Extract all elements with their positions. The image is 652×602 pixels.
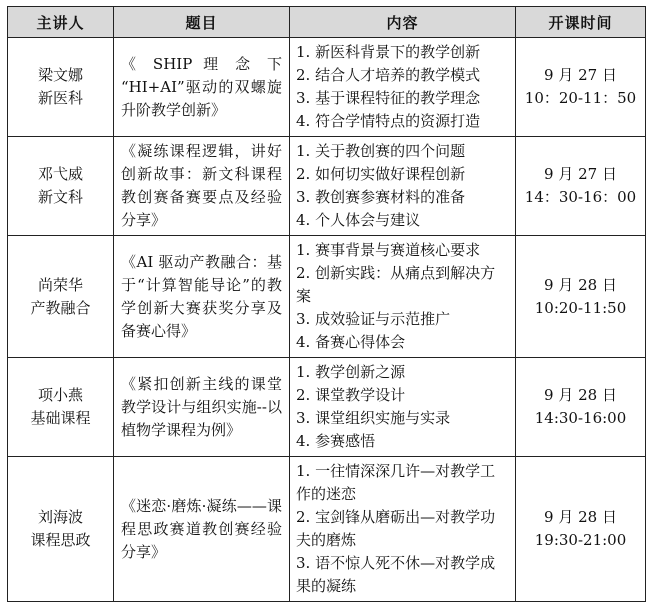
content-item: 3. 课堂组织实施与实录 bbox=[296, 409, 451, 427]
speaker-name: 刘海波 bbox=[37, 508, 83, 526]
topic-cell: 《紧扣创新主线的课堂教学设计与组织实施--以植物学课程为例》 bbox=[114, 358, 290, 457]
content-item: 2. 宝剑锋从磨砺出—对教学功夫的磨炼 bbox=[296, 508, 496, 549]
time-range: 14:30-16:00 bbox=[534, 409, 627, 427]
date: 9 月 28 日 bbox=[544, 386, 617, 404]
header-time: 开课时间 bbox=[516, 7, 646, 38]
content-item: 1. 一往情深深几许—对教学工作的迷恋 bbox=[296, 462, 496, 503]
content-item: 4. 个人体会与建议 bbox=[296, 211, 421, 229]
content-item: 3. 语不惊人死不休—对教学成果的凝练 bbox=[296, 554, 496, 595]
content-item: 3. 基于课程特征的教学理念 bbox=[296, 89, 481, 107]
time-cell bbox=[516, 457, 646, 602]
table-row bbox=[8, 358, 646, 457]
content-item: 4. 备赛心得体会 bbox=[296, 333, 406, 351]
table-row bbox=[8, 457, 646, 602]
time-range: 10:20-11:50 bbox=[534, 298, 627, 317]
speaker-field: 新文科 bbox=[37, 188, 83, 206]
speaker-cell bbox=[8, 358, 114, 457]
content-cell bbox=[290, 457, 516, 602]
date: 9 月 27 日 bbox=[544, 165, 617, 183]
content-item: 1. 赛事背景与赛道核心要求 bbox=[296, 241, 481, 259]
speaker-cell bbox=[8, 457, 114, 602]
speaker-cell bbox=[8, 137, 114, 236]
topic-cell: 《AI 驱动产教融合：基于“计算智能导论”的教学创新大赛获奖分享及备赛心得》 bbox=[114, 236, 290, 358]
table-row bbox=[8, 38, 646, 137]
time-cell bbox=[516, 137, 646, 236]
speaker-name: 邓弋威 bbox=[37, 165, 83, 183]
schedule-table bbox=[7, 6, 646, 602]
header-speaker: 主讲人 bbox=[8, 7, 114, 38]
content-item: 1. 关于教创赛的四个问题 bbox=[296, 142, 466, 160]
time-range: 10：20-11：50 bbox=[524, 89, 637, 107]
content-item: 2. 创新实践：从痛点到解决方案 bbox=[296, 264, 496, 305]
date: 9 月 27 日 bbox=[544, 66, 617, 84]
header-content: 内容 bbox=[290, 7, 516, 38]
time-range: 14：30-16：00 bbox=[524, 188, 637, 206]
content-item: 1. 教学创新之源 bbox=[296, 363, 406, 381]
time-range: 19:30-21:00 bbox=[534, 531, 627, 549]
content-item: 4. 符合学情特点的资源打造 bbox=[296, 112, 481, 130]
speaker-name: 梁文娜 bbox=[37, 66, 83, 84]
date: 9 月 28 日 bbox=[544, 275, 617, 294]
speaker-cell bbox=[8, 38, 114, 137]
time-cell bbox=[516, 236, 646, 358]
time-cell bbox=[516, 358, 646, 457]
content-item: 3. 教创赛参赛材料的准备 bbox=[296, 188, 466, 206]
speaker-cell bbox=[8, 236, 114, 358]
content-item: 2. 课堂教学设计 bbox=[296, 386, 406, 404]
table-row bbox=[8, 137, 646, 236]
date: 9 月 28 日 bbox=[544, 508, 617, 526]
speaker-field: 基础课程 bbox=[30, 409, 91, 427]
topic-cell: 《凝练课程逻辑，讲好创新故事：新文科课程教创赛备赛要点及经验分享》 bbox=[114, 137, 290, 236]
speaker-field: 课程思政 bbox=[30, 531, 91, 549]
speaker-name: 项小燕 bbox=[37, 386, 83, 404]
content-cell bbox=[290, 358, 516, 457]
content-item: 2. 结合人才培养的教学模式 bbox=[296, 66, 481, 84]
content-cell bbox=[290, 137, 516, 236]
content-item: 2. 如何切实做好课程创新 bbox=[296, 165, 466, 183]
header-row bbox=[8, 7, 646, 38]
speaker-field: 新医科 bbox=[37, 89, 83, 107]
content-cell bbox=[290, 236, 516, 358]
content-item: 4. 参赛感悟 bbox=[296, 432, 376, 450]
speaker-name: 尚荣华 bbox=[37, 275, 83, 294]
content-item: 3. 成效验证与示范推广 bbox=[296, 310, 451, 328]
content-cell bbox=[290, 38, 516, 137]
topic-cell: 《迷恋·磨炼·凝练——课程思政赛道教创赛经验分享》 bbox=[114, 457, 290, 602]
speaker-field: 产教融合 bbox=[30, 298, 91, 317]
content-item: 1. 新医科背景下的教学创新 bbox=[296, 43, 481, 61]
time-cell bbox=[516, 38, 646, 137]
topic-cell: 《 SHIP 理 念 下 “HI+AI”驱动的双螺旋升阶教学创新》 bbox=[114, 38, 290, 137]
header-topic: 题目 bbox=[114, 7, 290, 38]
table-row bbox=[8, 236, 646, 358]
